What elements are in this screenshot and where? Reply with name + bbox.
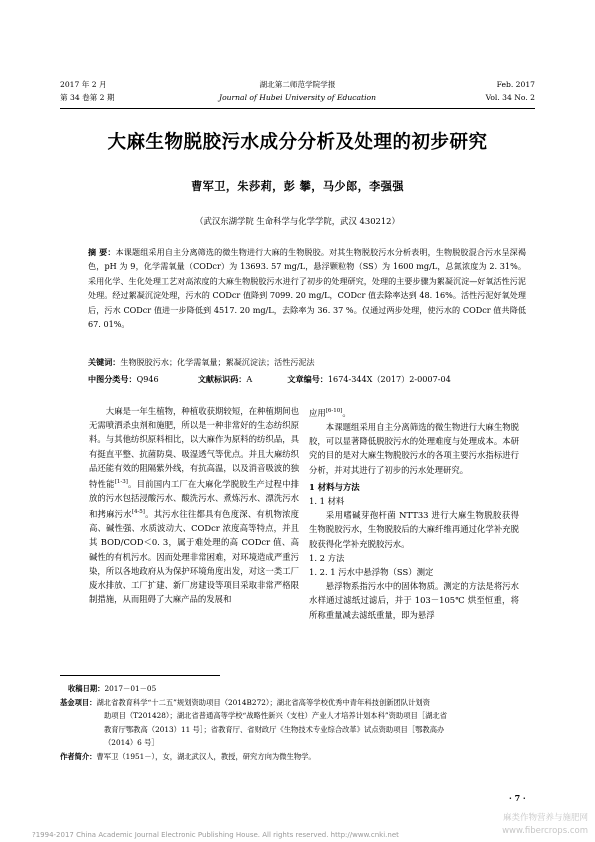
keywords-text: 生物脱胶污水；化学需氧量；絮凝沉淀法；活性污泥法 [120,357,315,367]
continuation-text: 应用 [309,407,326,418]
clc-value: Q946 [136,374,159,384]
aim-paragraph: 本课题组采用自主分离筛选的微生物进行大麻生物脱胶，可以显著降低脱胶污水的处理难度与处理成本。本研究的目的是对大麻生物脱胶污水的各项主要污水指标进行分析，并对其进行了初步的污水处理研究。 [309,422,519,475]
author-list: 曹军卫，朱莎莉，彭 攀，马少郎，李强强 [191,179,404,193]
header-rule [60,108,535,109]
running-header [60,78,535,112]
page-number: · 7 · [509,793,526,803]
citation-6-10: [6-10] [325,408,343,414]
abstract-text: 本课题组采用自主分离筛选的微生物进行大麻的生物脱胶。对其生物脱胶污水分析表明，生物脱胶混合污水呈深褐色，pH 为 9，化学需氧量（CODcr）为 13693. 57 mg/L，悬浮颗粒物（SS）为 1600 mg/L，总氮浓度为 2. 31%。采用化学、生化处理工艺对高浓度的大麻生物脱胶污水进行了初步的处理研究，处理的主要步骤为絮凝沉淀—好氧活性污泥处理。经过絮凝沉淀处理，污水的 CODcr 值降到 7099. 20 mg/L，CODcr 值去除率达到 48. 16%。活性污泥好氧处理后，污水 CODcr 值进一步降低到 4517. 20 mg/L，去除率为 36. 37 %。仅通过两步处理，使污水的 CODcr 值共降低 67. 01%。 [88,247,526,330]
watermark-url: www.fibercrops.com [502,826,588,836]
materials-paragraph: 采用嗜碱芽孢杆菌 NTT33 进行大麻生物脱胶获得生物脱胶污水，生物脱胶后的大麻纤维再通过化学补充脱胶获得化学补充脱胶污水。 [309,510,519,549]
footnotes [60,682,530,764]
intro-text-3: 。其污水往往都具有色度深、有机物浓度高、碱性强、水质波动大、CODcr 浓度高等特点，并且其 BOD/COD＜0. 3，属于难处理的高 CODcr 值、高碱性的有机污水。因而处理非常困难，对环境造成严重污染，所以各地政府从为保护环境角度出发，对这一类工厂废水排放、工厂扩建、新厂房建设等项目采取非常严格限制措施，从而阻碍了大麻产品的发展和 [89,509,300,605]
right-column [309,404,519,622]
article-id-value: 1674-344X（2017）2-0007-04 [327,374,451,384]
section-heading-1: 1 材料与方法 [309,481,360,492]
clc-label: 中图分类号： [88,374,137,384]
fund-label: 基金项目： [60,697,97,707]
intro-text-1: 大麻是一年生植物，种植收获期较短，在种植期间也无需喷洒杀虫剂和施肥，所以是一种非常好的生态纺织原料。与其他纺织原料相比，以大麻作为原料的纺织品，具有挺直平整、抗菌防臭、吸湿透气等优点。并且大麻纺织品还能有效的阻隔紫外线，有抗高温，以及消音吸波的独特性能 [89,406,299,489]
keywords [88,355,315,369]
article-id-label: 文章编号： [287,374,328,384]
article-title: 大麻生物脱胶污水成分分析及处理的初步研究 [107,132,488,153]
left-column [89,404,299,606]
classification-line [88,372,528,386]
author-bio-text: 曹军卫（1951－），女，湖北武汉人，教授，研究方向为微生物学。 [96,751,316,761]
keywords-label: 关键词： [88,357,121,367]
footnote-rule [60,675,220,676]
copyright-line: ?1994-2017 China Academic Journal Electronic Publishing House. All rights reserved. http://www.cnki.net [32,831,399,839]
ss-method-paragraph: 悬浮物系指污水中的固体物质。测定的方法是将污水水样通过滤纸过滤后，并于 103－105℃ 烘至恒重，将所称重量减去滤纸重量，即为悬浮 [309,581,519,620]
intro-text-2: 。目前国内工厂在大麻化学脱胶生产过程中排放的污水包括浸酸污水、酸洗污水、煮炼污水、漂洗污水和拷麻污水 [89,478,300,520]
header-center [60,78,535,104]
intro-continuation: 应用[6-10]。 [309,407,351,418]
author-bio [60,750,530,764]
doc-code-label: 文献标识码： [197,374,247,384]
watermark [468,812,588,838]
citation-1-3: [1-3] [114,479,128,486]
section-heading-1-1: 1. 1 材料 [309,496,345,507]
section-heading-1-2-1: 1. 2. 1 污水中悬浮物（SS）测定 [309,567,434,578]
fund-line-3: 教育厅鄂教高（2013）11 号］；省教育厅、省财政厅《生物技术专业综合改革》试点资助项目［鄂教高办 [104,724,445,734]
watermark-cn: 麻类作物营养与施肥网 [502,813,588,823]
intro-paragraph [89,404,299,606]
received-value: 2017－01－05 [104,684,157,693]
journal-name-cn: 湖北第二师范学院学报 [259,80,336,89]
journal-name-en: Journal of Hubei University of Education [219,93,376,102]
doc-code-value: A [246,374,253,384]
abstract-label: 摘 要： [88,247,116,257]
volume-issue-en: Vol. 34 No. 2 [485,93,535,102]
volume-issue-cn: 第 34 卷第 2 期 [60,93,115,102]
fund-line-1: 湖北省教育科学“十二五”规划资助项目（2014B272）；湖北省高等学校优秀中青年科技创新团队计划资 [96,697,431,707]
fund-line-2: 助项目（T201428）；湖北省普通高等学校“战略性新兴（支柱）产业人才培养计划本科”资助项目［湖北省 [104,711,447,721]
affiliation: （武汉东湖学院 生命科学与化学学院，武汉 430212） [195,216,400,226]
section-heading-1-2: 1. 2 方法 [309,552,345,563]
author-bio-label: 作者简介： [60,751,97,761]
abstract [88,245,526,331]
received-label: 收稿日期： [68,684,105,693]
issue-date-en: Feb. 2017 [496,80,535,89]
issue-date: 2017 年 2 月 [60,80,107,89]
fund-info [60,696,530,710]
received-date [60,682,530,696]
header-right [486,78,535,104]
citation-4-5: [4-5] [131,509,145,516]
fund-line-4: （2014）6 号］ [104,738,159,748]
